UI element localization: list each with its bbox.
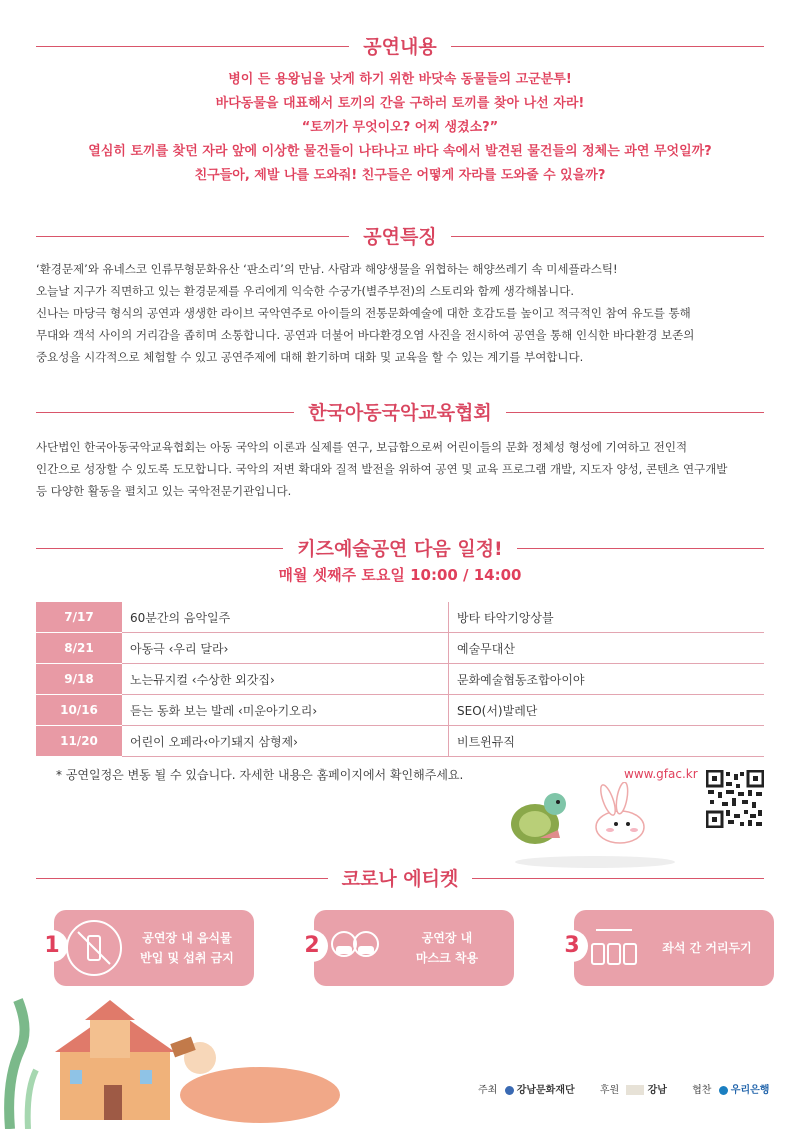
features-line-2: 오늘날 지구가 직면하고 있는 환경문제를 우리에게 익숙한 수궁가(별주부전)의 스토리와 함께 생각해봅니다. [36, 284, 574, 298]
etiquette-number: 2 [296, 930, 328, 962]
section-heading: 한국아동국악교육협회 [294, 398, 506, 425]
schedule-title: 어린이 오페라‹아기돼지 삼형제› [122, 726, 449, 757]
seat-distance-icon [586, 920, 642, 976]
section-heading: 코로나 에티켓 [328, 864, 473, 891]
etiquette-number: 1 [36, 930, 68, 962]
etiquette-line-2: 마스크 착용 [415, 951, 479, 965]
features-line-3: 신나는 마당극 형식의 공연과 생생한 라이브 국악연주로 아이들의 전통문화예술에 대한 호감도를 높이고 적극적인 참여 유도를 통해 [36, 306, 691, 320]
etiquette-line-2: 반입 및 섭취 금지 [140, 951, 234, 965]
host-label: 주최 [478, 1085, 498, 1096]
schedule-org: SEO(서)발레단 [449, 695, 765, 726]
section-title-association [0, 398, 800, 425]
etiquette-line-1: 공연장 내 음식물 [142, 931, 232, 945]
features-line-5: 중요성을 시각적으로 체험할 수 있고 공연주제에 대해 환기하며 대화 및 교육을 할 수 있는 계기를 부여합니다. [36, 350, 584, 364]
schedule-org: 문화예술협동조합아이야 [449, 664, 765, 695]
etiquette-card-3 [564, 910, 774, 986]
etiquette-label [386, 928, 508, 968]
etiquette-card-1 [44, 910, 254, 986]
schedule-date: 10/16 [36, 695, 122, 726]
association-text [36, 436, 766, 502]
schedule-subtitle: 매월 셋째주 토요일 10:00 / 14:00 [278, 566, 522, 584]
schedule-title: 60분간의 음악일주 [122, 602, 449, 633]
coop-name: 우리은행 [730, 1085, 770, 1096]
etiquette-line-1: 좌석 간 거리두기 [662, 941, 752, 955]
footer [478, 1081, 769, 1096]
schedule-date: 7/17 [36, 602, 122, 633]
content-line-5: 친구들아, 제발 나를 도와줘! 친구들은 어떻게 자라를 도와줄 수 있을까? [194, 168, 606, 183]
schedule-title: 노는뮤지컬 ‹수상한 외갓집› [122, 664, 449, 695]
section-heading: 공연특징 [349, 222, 450, 249]
etiquette-label [126, 928, 248, 968]
features-line-1: ‘환경문제’와 유네스코 인류무형문화유산 ‘판소리’의 만남. 사람과 해양생물을 위협하는 해양쓰레기 속 미세플라스틱! [36, 262, 618, 276]
table-row [36, 633, 764, 664]
content-line-4: 열심히 토끼를 찾던 자라 앞에 이상한 물건들이 나타나고 바다 속에서 발견된 물건들의 정체는 과연 무엇일까? [88, 144, 712, 159]
schedule-note: * 공연일정은 변동 될 수 있습니다. 자세한 내용은 홈페이지에서 확인해주세요. [56, 768, 464, 782]
castle-sleeping-illustration [0, 990, 360, 1129]
content-line-2: 바다동물을 대표해서 토끼의 간을 구하러 토끼를 찾아 나선 자라! [215, 96, 585, 111]
turtle-rabbit-illustration [500, 782, 690, 872]
association-line-1: 사단법인 한국아동국악교육협회는 아동 국악의 이론과 실제를 연구, 보급함으로써 어린이들의 문화 정체성 형성에 기여하고 전인적 [36, 440, 688, 454]
sponsor-name: 강남 [647, 1085, 667, 1096]
schedule-title: 듣는 동화 보는 발레 ‹미운아기오리› [122, 695, 449, 726]
association-line-3: 등 다양한 활동을 펼치고 있는 국악전문기관입니다. [36, 484, 292, 498]
table-row [36, 726, 764, 757]
host-logo-icon [505, 1086, 514, 1095]
section-title-content [0, 32, 800, 59]
coop-label: 협찬 [692, 1085, 712, 1096]
section-title-corona [0, 864, 800, 891]
table-row [36, 664, 764, 695]
table-row [36, 602, 764, 633]
etiquette-number: 3 [556, 930, 588, 962]
section-heading: 공연내용 [349, 32, 450, 59]
schedule-date: 8/21 [36, 633, 122, 664]
schedule-table [36, 602, 764, 757]
coop-logo-icon [719, 1086, 728, 1095]
association-line-2: 인간으로 성장할 수 있도록 도모합니다. 국악의 저변 확대와 질적 발전을 위하여 공연 및 교육 프로그램 개발, 지도자 양성, 콘텐츠 연구개발 [36, 462, 728, 476]
no-food-icon [66, 920, 122, 976]
content-line-3: “토끼가 무엇이오? 어찌 생겼소?” [301, 120, 499, 135]
schedule-org: 비트윈뮤직 [449, 726, 765, 757]
website-link[interactable]: www.gfac.kr [624, 767, 698, 781]
content-line-1: 병이 든 용왕님을 낫게 하기 위한 바닷속 동물들의 고군분투! [228, 72, 572, 87]
mask-icon [326, 920, 382, 976]
content-text [0, 68, 800, 188]
etiquette-card-2 [304, 910, 514, 986]
sponsor-logo-icon [626, 1085, 644, 1095]
section-title-schedule [0, 534, 800, 561]
table-row [36, 695, 764, 726]
schedule-org: 예술무대산 [449, 633, 765, 664]
qr-code [706, 770, 764, 828]
section-heading: 키즈예술공연 다음 일정! [283, 534, 516, 561]
section-title-features [0, 222, 800, 249]
schedule-date: 11/20 [36, 726, 122, 757]
features-line-4: 무대와 객석 사이의 거리감을 좁히며 소통합니다. 공연과 더불어 바다환경오염 사진을 전시하여 공연을 통해 인식한 바다환경 보존의 [36, 328, 695, 342]
etiquette-line-1: 공연장 내 [421, 931, 473, 945]
schedule-org: 방타 타악기앙상블 [449, 602, 765, 633]
features-text [36, 258, 766, 368]
sponsor-label: 후원 [599, 1085, 620, 1096]
schedule-title: 아동극 ‹우리 달라› [122, 633, 449, 664]
etiquette-label [646, 938, 768, 958]
host-name: 강남문화재단 [516, 1085, 575, 1096]
schedule-date: 9/18 [36, 664, 122, 695]
